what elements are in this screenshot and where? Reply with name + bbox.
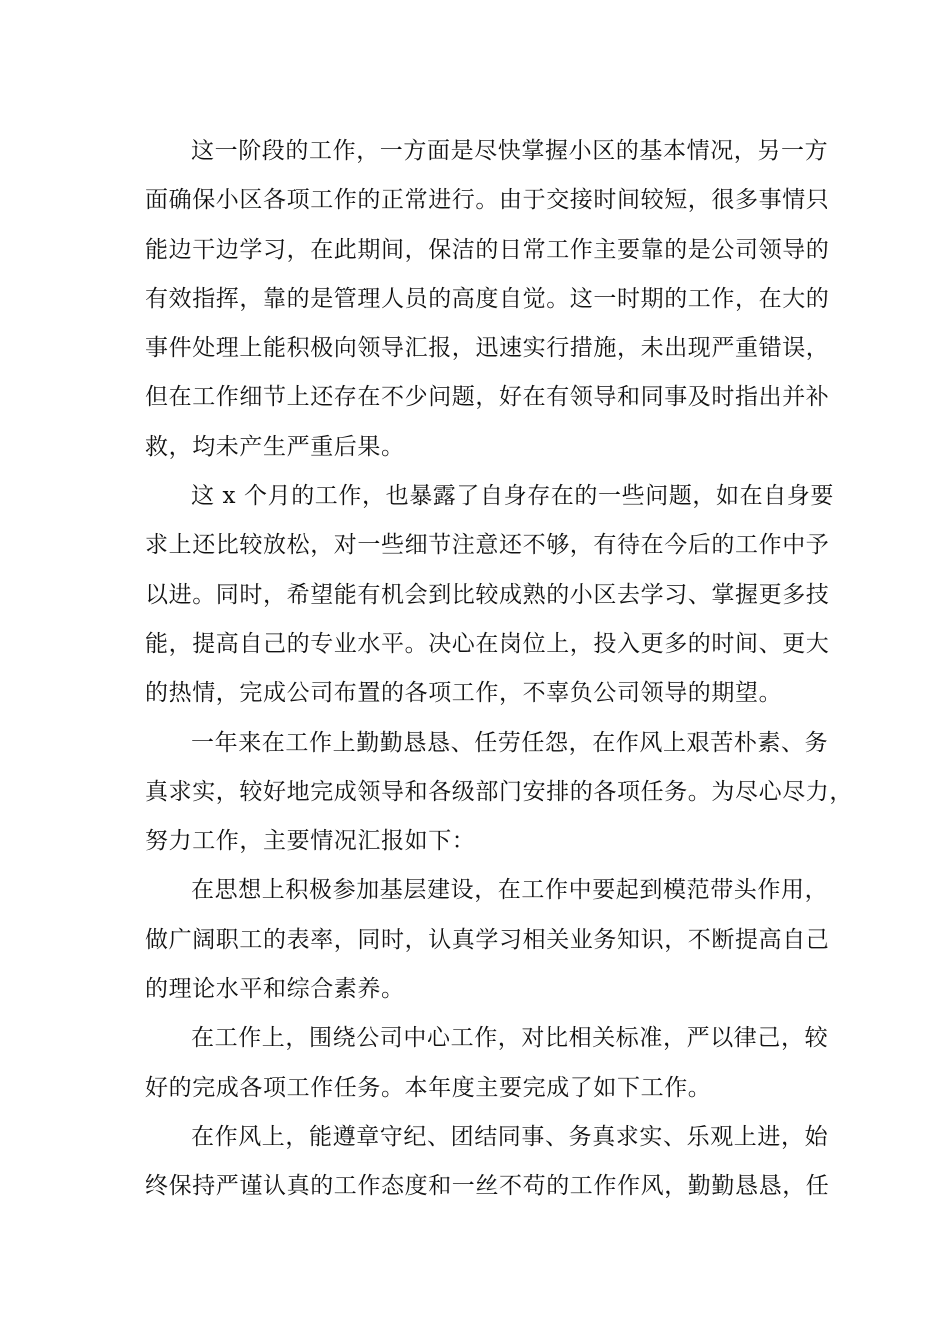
- paragraph-2: [145, 472, 834, 718]
- text-line: 在思想上积极参加基层建设，在工作中要起到模范带头作用，: [191, 877, 829, 904]
- text-line: 在工作上，围绕公司中心工作，对比相关标准，严以律己，较: [191, 1025, 829, 1052]
- paragraph-3: [145, 719, 853, 867]
- text-line: 做广阔职工的表率，同时，认真学习相关业务知识，不断提高自己: [145, 926, 830, 953]
- paragraph-1: [145, 127, 830, 472]
- text-line: 的热情，完成公司布置的各项工作，不辜负公司领导的期望。: [145, 680, 783, 707]
- text-line: 求上还比较放松，对一些细节注意还不够，有待在今后的工作中予: [145, 532, 830, 559]
- text-line: 救，均未产生严重后果。: [145, 433, 405, 460]
- paragraph-6: [145, 1113, 830, 1212]
- text-line: 这 x 个月的工作，也暴露了自身存在的一些问题，如在自身要: [191, 483, 834, 510]
- text-line: 的理论水平和综合素养。: [145, 976, 405, 1003]
- text-line: 真求实，较好地完成领导和各级部门安排的各项任务。为尽心尽力，: [145, 778, 853, 805]
- text-line: 在作风上，能遵章守纪、团结同事、务真求实、乐观上进，始: [191, 1123, 829, 1150]
- text-line: 事件处理上能积极向领导汇报，迅速实行措施，未出现严重错误，: [145, 335, 830, 362]
- text-line: 好的完成各项工作任务。本年度主要完成了如下工作。: [145, 1074, 712, 1101]
- text-line: 能，提高自己的专业水平。决心在岗位上，投入更多的时间、更大: [145, 630, 830, 657]
- text-line: 有效指挥，靠的是管理人员的高度自觉。这一时期的工作，在大的: [145, 285, 830, 312]
- text-line: 努力工作，主要情况汇报如下：: [145, 828, 476, 855]
- text-line: 面确保小区各项工作的正常进行。由于交接时间较短，很多事情只: [145, 187, 830, 214]
- text-line: 但在工作细节上还存在不少问题，好在有领导和同事及时指出并补: [145, 384, 830, 411]
- paragraph-5: [145, 1014, 829, 1113]
- text-line: 能边干边学习，在此期间，保洁的日常工作主要靠的是公司领导的: [145, 236, 830, 263]
- text-line: 一年来在工作上勤勤恳恳、任劳任怨，在作风上艰苦朴素、务: [191, 729, 829, 756]
- document-body: [145, 127, 853, 1212]
- text-line: 以进。同时，希望能有机会到比较成熟的小区去学习、掌握更多技: [145, 581, 830, 608]
- paragraph-4: [145, 866, 830, 1014]
- text-line: 终保持严谨认真的工作态度和一丝不苟的工作作风，勤勤恳恳，任: [145, 1173, 830, 1200]
- text-line: 这一阶段的工作，一方面是尽快掌握小区的基本情况，另一方: [191, 138, 829, 164]
